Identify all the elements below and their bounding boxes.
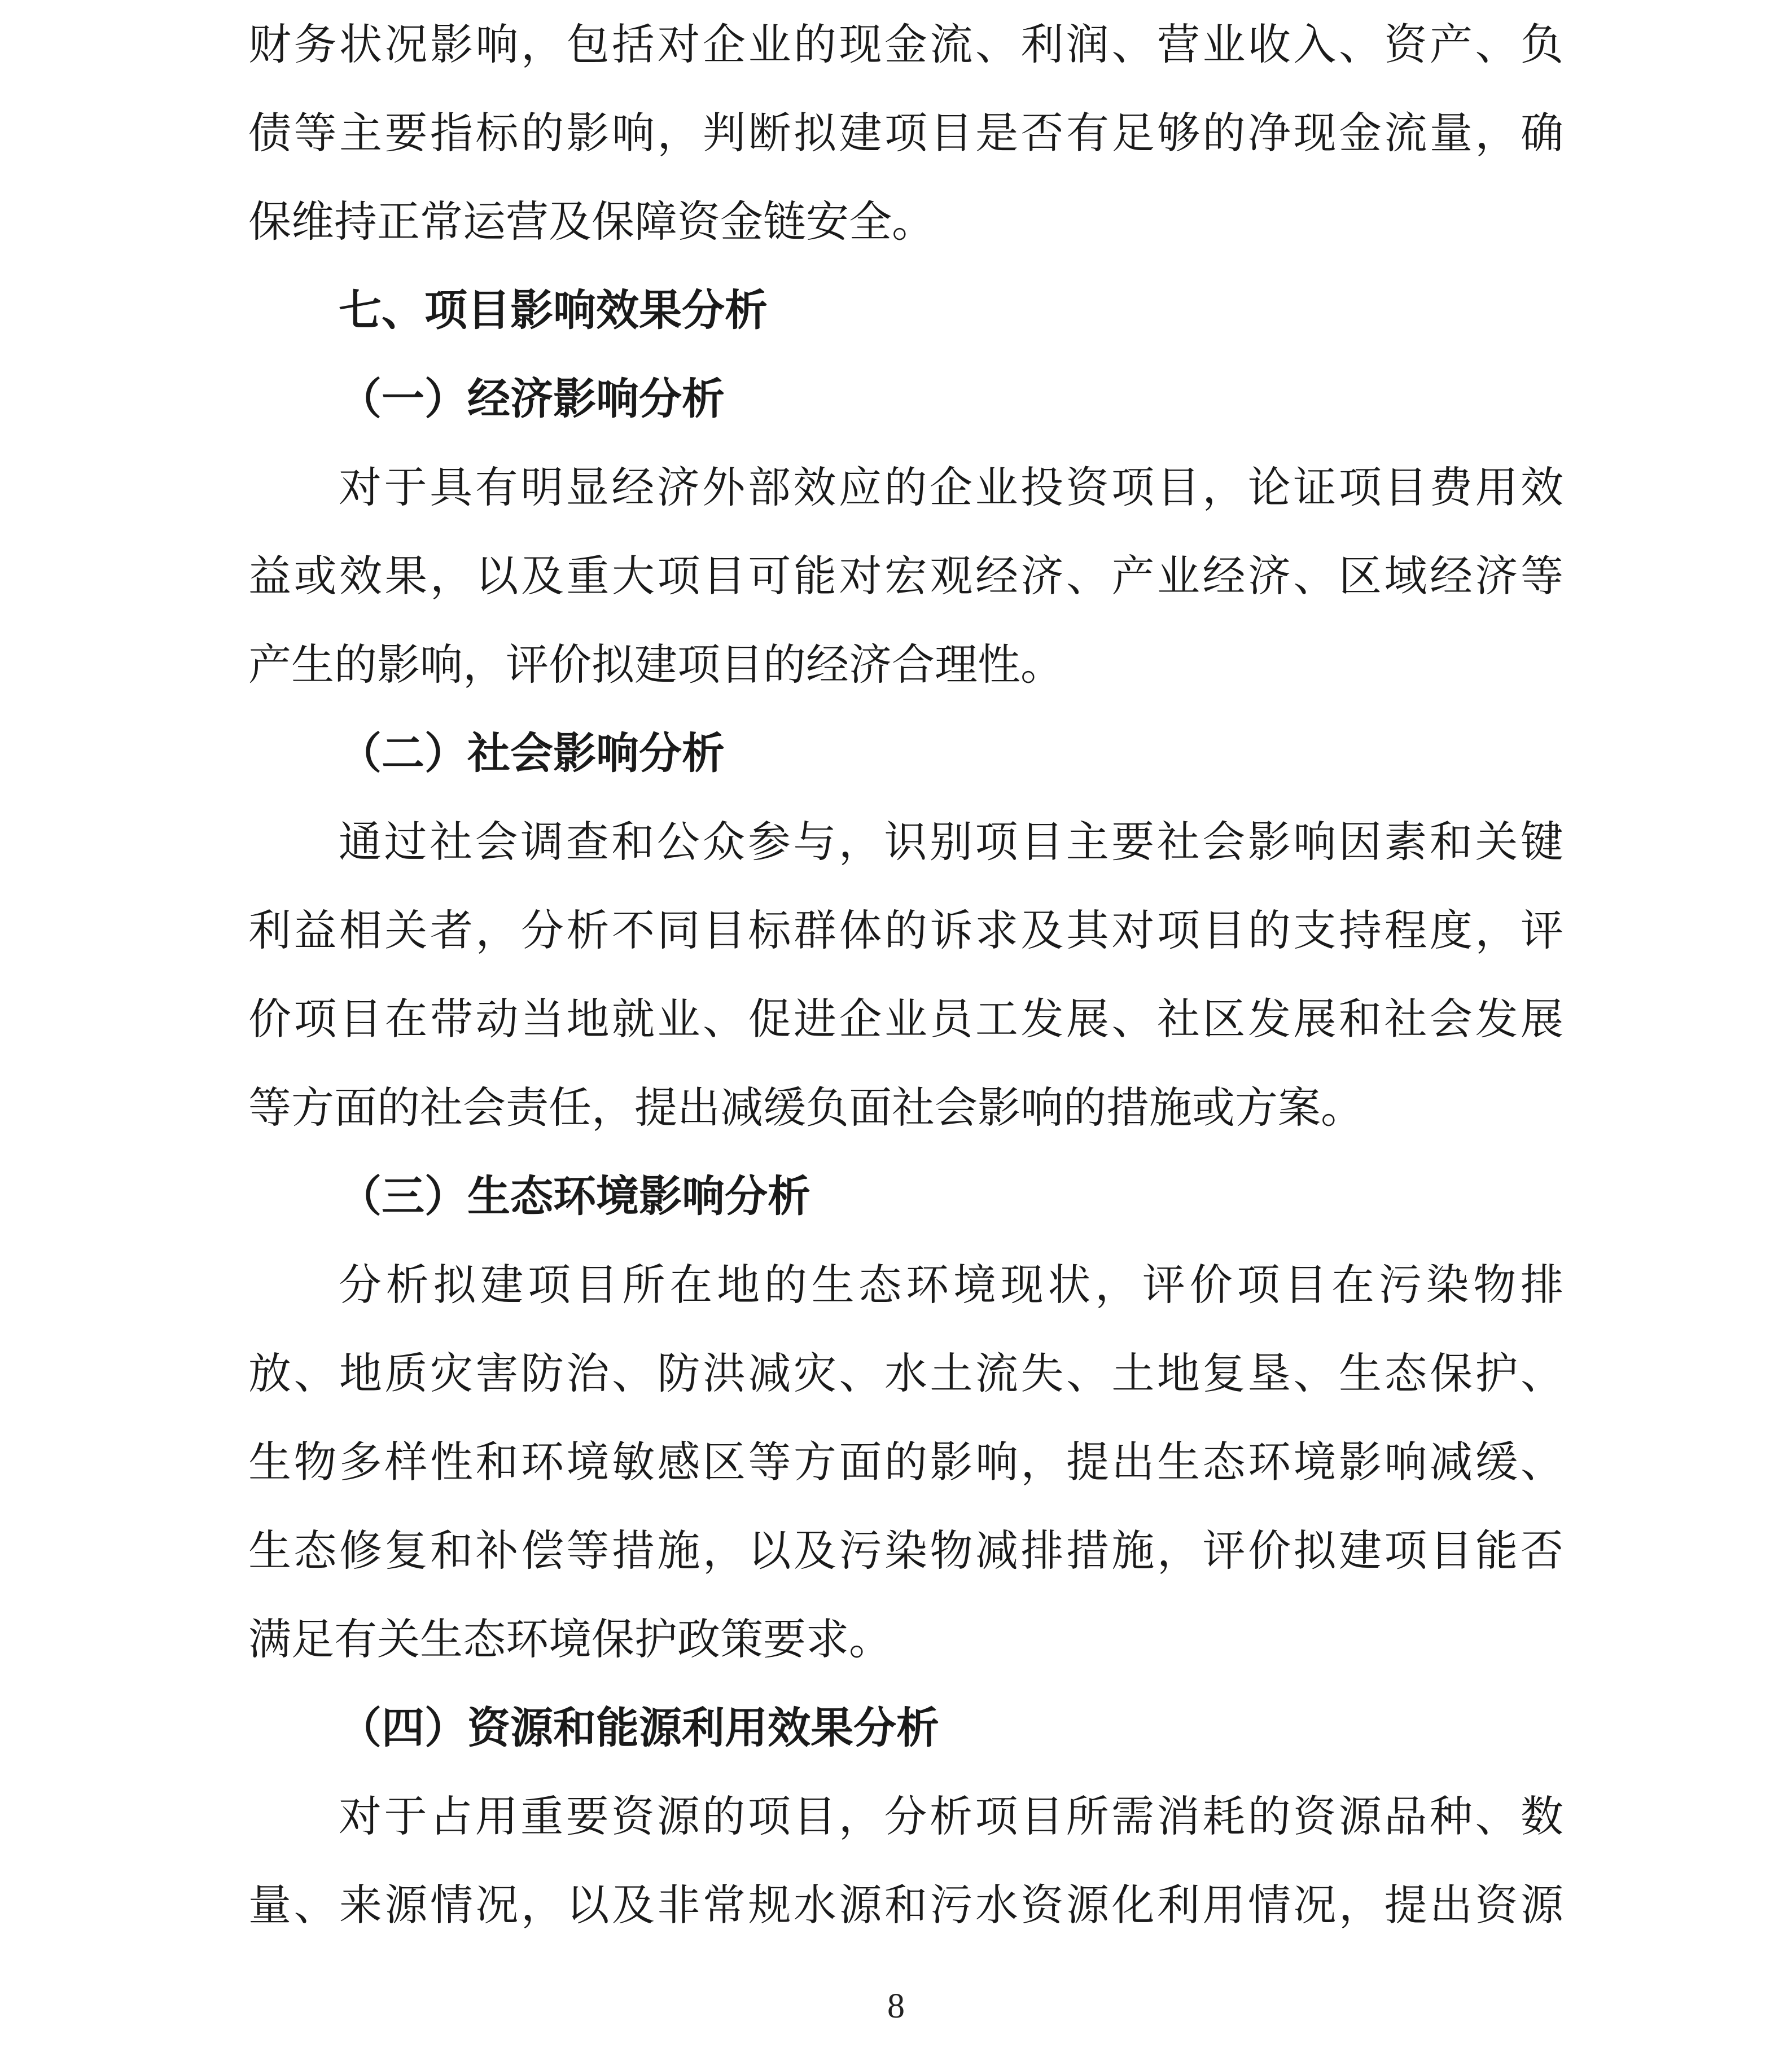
body-text-line: 满足有关生态环境保护政策要求。 xyxy=(248,1614,892,1664)
body-text-line: 生态修复和补偿等措施，以及污染物减排措施，评价拟建项目能否 xyxy=(248,1525,1563,1576)
body-text-line: 保维持正常运营及保障资金链安全。 xyxy=(248,196,935,247)
body-text-line: 债等主要指标的影响，判断拟建项目是否有足够的净现金流量，确 xyxy=(248,108,1563,158)
body-text-line: 财务状况影响，包括对企业的现金流、利润、营业收入、资产、负 xyxy=(248,19,1563,69)
subsection-heading: （一）经济影响分析 xyxy=(339,374,725,424)
body-text-line: 利益相关者，分析不同目标群体的诉求及其对项目的支持程度，评 xyxy=(248,905,1563,955)
body-text-line: 通过社会调查和公众参与，识别项目主要社会影响因素和关键 xyxy=(339,817,1563,867)
document-body xyxy=(248,0,1563,1949)
body-text-line: 价项目在带动当地就业、促进企业员工发展、社区发展和社会发展 xyxy=(248,994,1563,1044)
body-text-line: 对于占用重要资源的项目，分析项目所需消耗的资源品种、数 xyxy=(339,1791,1563,1841)
body-text-line: 放、地质灾害防治、防洪减灾、水土流失、土地复垦、生态保护、 xyxy=(248,1348,1563,1398)
body-text-line: 产生的影响，评价拟建项目的经济合理性。 xyxy=(248,639,1063,690)
body-text-line: 等方面的社会责任，提出减缓负面社会影响的措施或方案。 xyxy=(248,1082,1364,1133)
body-text-line: 对于具有明显经济外部效应的企业投资项目，论证项目费用效 xyxy=(339,462,1563,512)
body-text-line: 生物多样性和环境敏感区等方面的影响，提出生态环境影响减缓、 xyxy=(248,1437,1563,1487)
page-number: 8 xyxy=(887,1987,905,2025)
section-heading: 七、项目影响效果分析 xyxy=(339,285,768,335)
body-text-line: 分析拟建项目所在地的生态环境现状，评价项目在污染物排 xyxy=(339,1260,1563,1310)
subsection-heading: （四）资源和能源利用效果分析 xyxy=(339,1703,939,1753)
body-text-line: 益或效果，以及重大项目可能对宏观经济、产业经济、区域经济等 xyxy=(248,551,1563,601)
subsection-heading: （二）社会影响分析 xyxy=(339,728,725,778)
body-text-line: 量、来源情况，以及非常规水源和污水资源化利用情况，提出资源 xyxy=(248,1880,1563,1930)
subsection-heading: （三）生态环境影响分析 xyxy=(339,1171,810,1221)
